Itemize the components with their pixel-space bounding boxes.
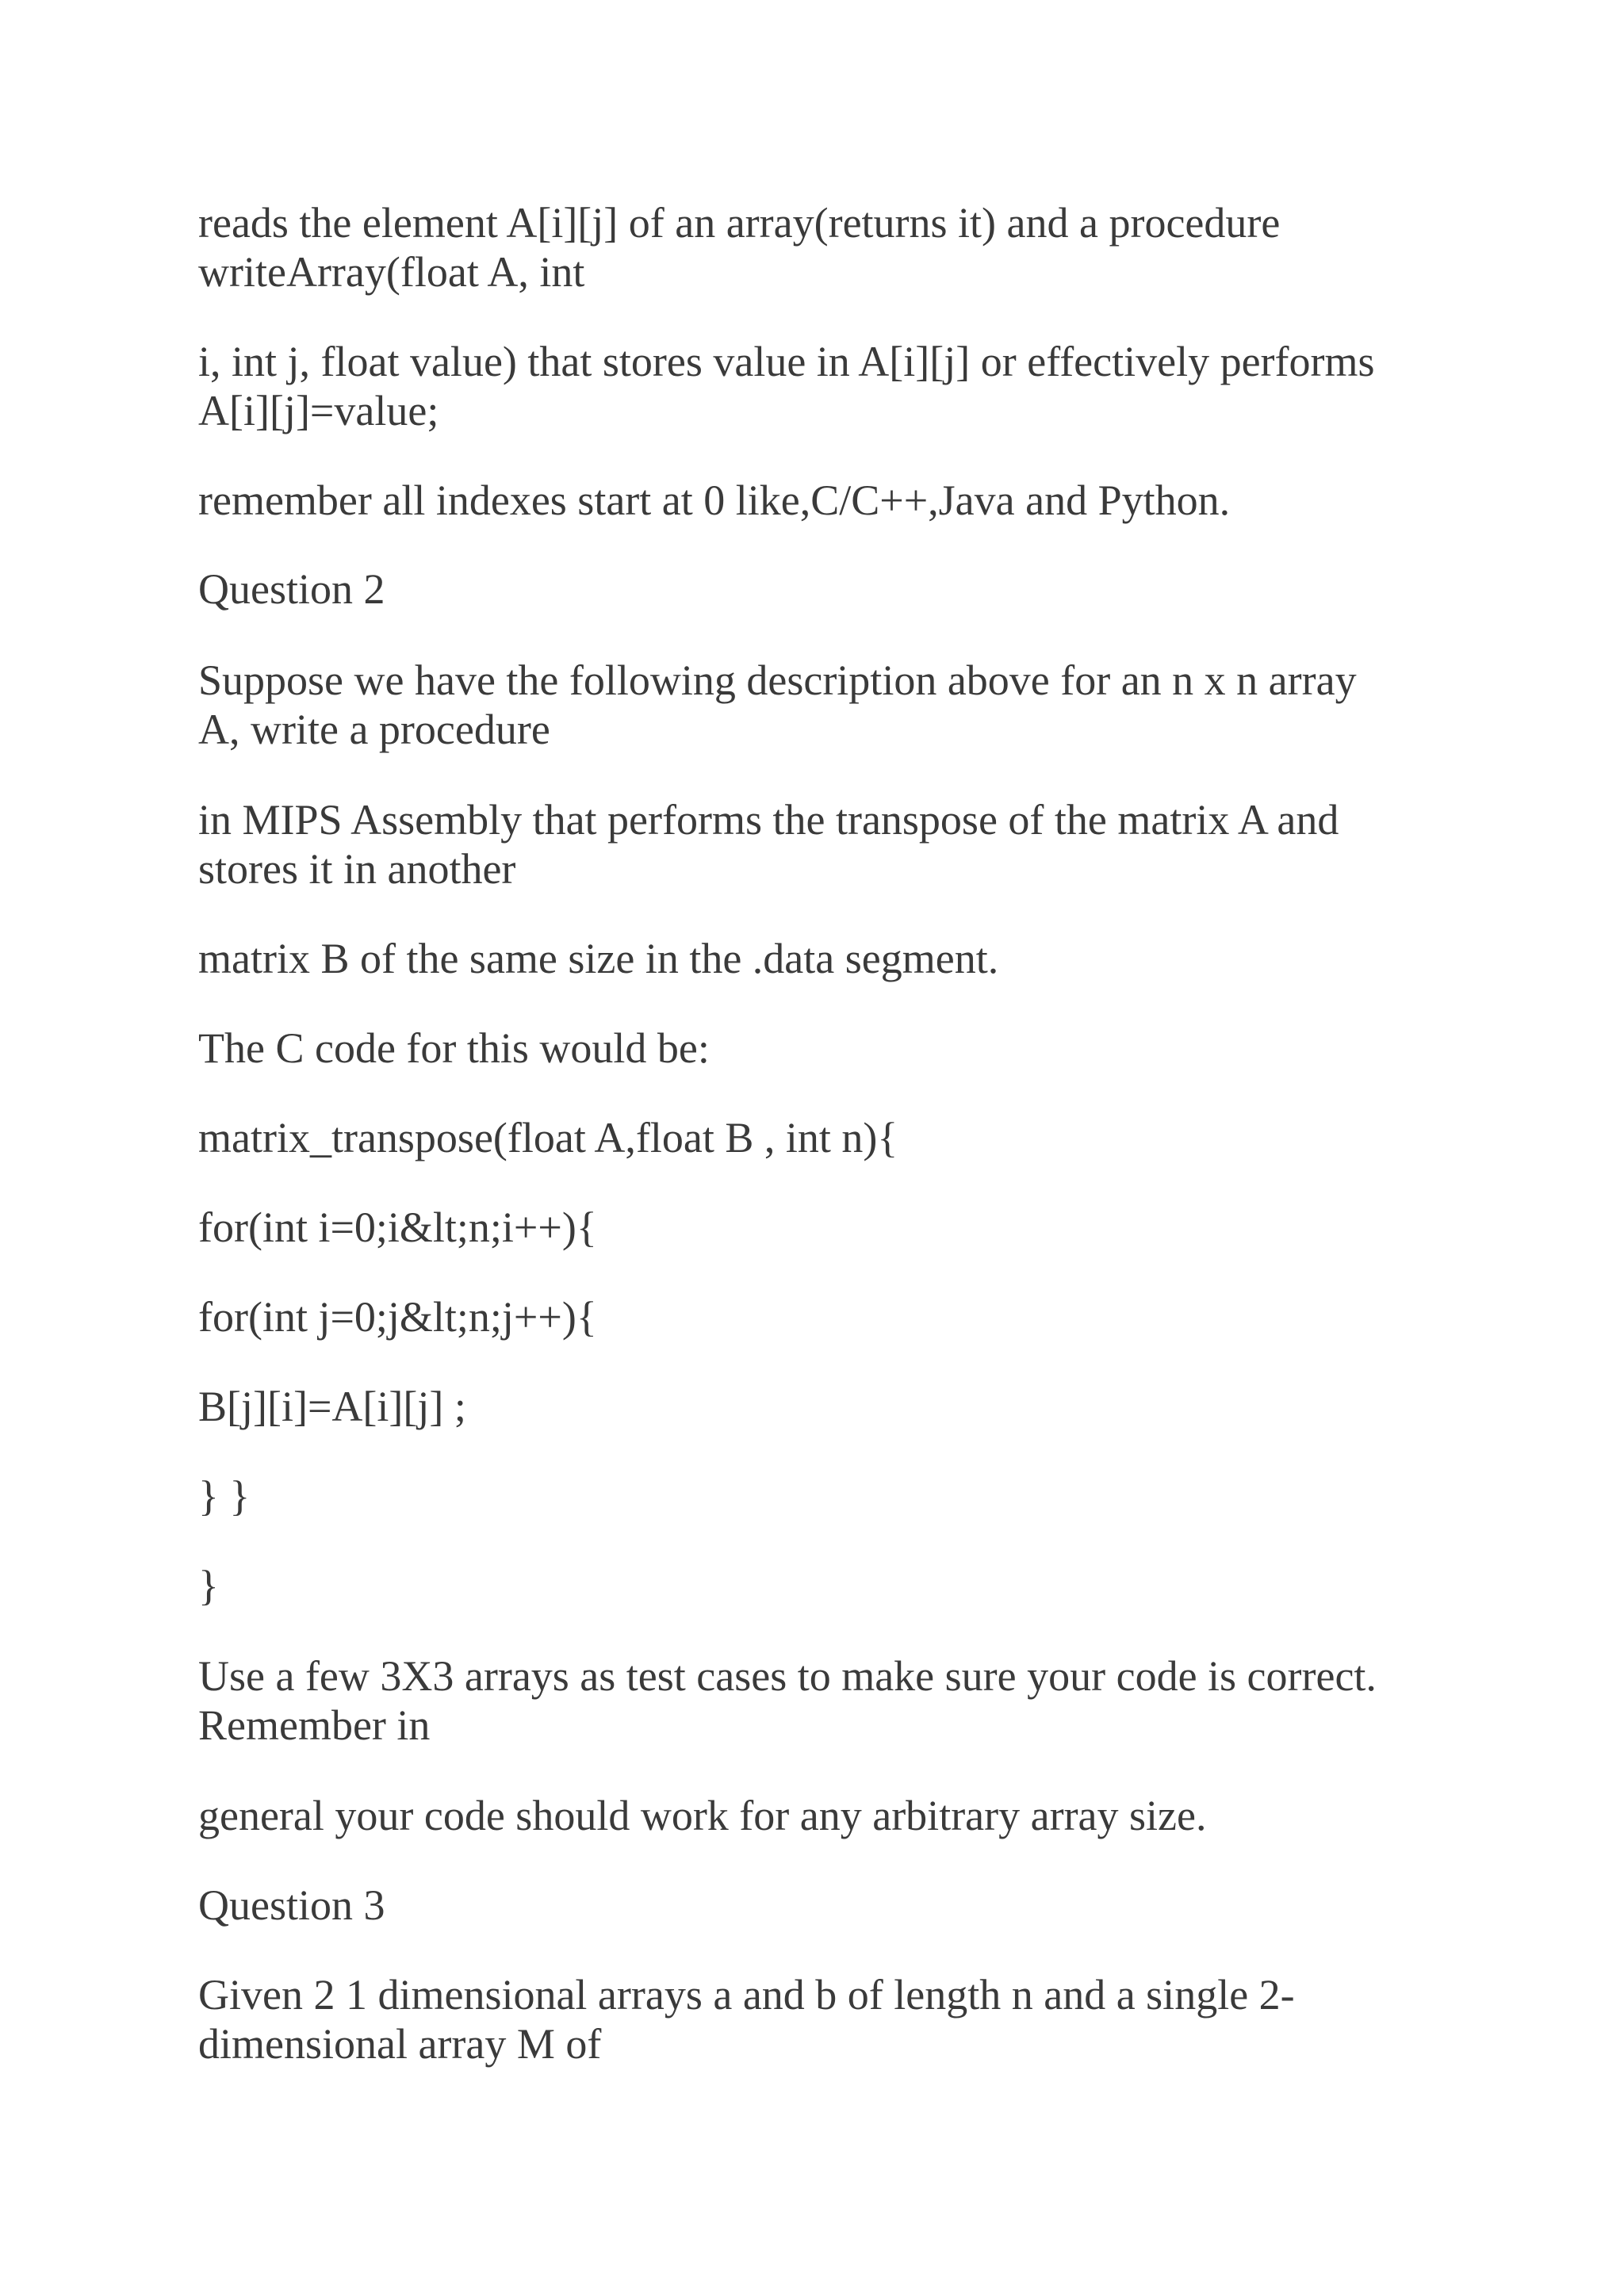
text-line: } [198,1562,219,1609]
paragraph-question-2-intro [198,656,1435,754]
text-line: i, int j, float value) that stores value in A[i][j] or effectively performs [198,338,1375,385]
text-line: B[j][i]=A[i][j] ; [198,1383,466,1430]
text-line: matrix B of the same size in the .data segment. [198,935,999,982]
paragraph-matrix-b [198,934,1435,983]
code-line-outer-loop [198,1203,1435,1252]
heading-question-2 [198,564,1435,614]
text-line: matrix_transpose(float A,float B , int n){ [198,1114,898,1161]
text-line: writeArray(float A, int [198,248,585,296]
paragraph-writearray-description [198,337,1435,435]
text-line: Use a few 3X3 arrays as test cases to make sure your code is correct. [198,1652,1377,1700]
text-line: remember all indexes start at 0 like,C/C++,Java and Python. [198,476,1231,524]
paragraph-index-note [198,476,1435,525]
text-line: for(int j=0;j&lt;n;j++){ [198,1293,597,1341]
text-line: Question 2 [198,565,385,613]
heading-question-3 [198,1881,1435,1930]
code-line-close-loops [198,1471,1435,1521]
paragraph-mips-transpose [198,795,1435,894]
text-line: Suppose we have the following description above for an n x n array [198,656,1357,704]
code-line-close-function [198,1561,1435,1610]
text-line: The C code for this would be: [198,1024,710,1072]
text-line: dimensional array M of [198,2020,602,2068]
paragraph-test-cases [198,1651,1435,1750]
text-line: } } [198,1472,251,1520]
text-line: Remember in [198,1701,431,1749]
text-line: Given 2 1 dimensional arrays a and b of length n and a single 2- [198,1971,1295,2019]
code-line-inner-loop [198,1292,1435,1341]
text-line: general your code should work for any arbitrary array size. [198,1792,1207,1839]
text-line: for(int i=0;i&lt;n;i++){ [198,1203,597,1251]
text-line: reads the element A[i][j] of an array(returns it) and a procedure [198,199,1281,247]
code-line-assignment [198,1382,1435,1431]
text-line: Question 3 [198,1881,385,1929]
paragraph-question-3-intro [198,1970,1435,2068]
paragraph-c-code-intro [198,1024,1435,1073]
text-line: in MIPS Assembly that performs the transpose of the matrix A and [198,796,1339,844]
paragraph-arbitrary-size [198,1791,1435,1840]
text-line: A[i][j]=value; [198,387,439,434]
code-line-function-signature [198,1113,1435,1162]
paragraph-readarray-description [198,198,1435,297]
text-line: A, write a procedure [198,706,550,753]
text-line: stores it in another [198,845,516,893]
